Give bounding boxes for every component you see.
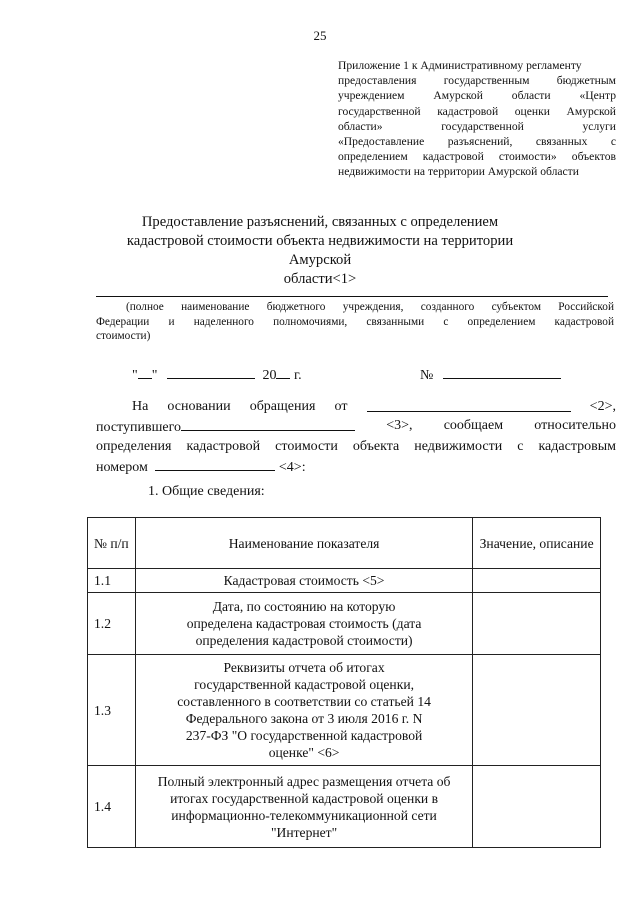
table-header-row — [88, 518, 601, 569]
row-name: Кадастровая стоимость <5> — [135, 569, 472, 593]
appendix-text: предоставления государственным бюджетным — [338, 74, 616, 88]
appendix-line — [338, 149, 616, 164]
row-number: 1.2 — [88, 593, 136, 655]
appendix-note — [338, 58, 616, 180]
title-line: кадастровой стоимости объекта недвижимости на территории Амурской — [126, 233, 514, 268]
caption-line: (полное наименование бюджетного учреждения, созданного субъектом Российской — [126, 301, 614, 313]
quote-open: " — [132, 368, 138, 383]
row-name: Полный электронный адрес размещения отчета об итогах государственной кадастровой оценки в информационно-телекоммуникационной сети "Интернет" — [135, 766, 472, 848]
paragraph-line: определения кадастровой стоимости объекта недвижимости с кадастровым — [96, 439, 616, 454]
appendix-line — [338, 119, 616, 134]
title-line: Предоставление разъяснений, связанных с определением — [141, 214, 499, 230]
row-value[interactable] — [473, 569, 601, 593]
day-field[interactable] — [138, 364, 152, 379]
paragraph-word: поступившего — [96, 420, 181, 435]
appendix-line — [338, 73, 616, 88]
document-number-field[interactable] — [443, 364, 561, 379]
date-line — [132, 364, 302, 384]
appendix-line — [338, 58, 616, 73]
paragraph-word: обращения — [249, 399, 316, 414]
document-title — [100, 213, 540, 289]
appendix-text: учреждением Амурской области «Центр — [338, 89, 616, 103]
table-row — [88, 593, 601, 655]
page-number: 25 — [313, 28, 327, 43]
paragraph-word: На — [132, 399, 149, 414]
year-suffix: г. — [290, 368, 302, 383]
row-name: Реквизиты отчета об итогах государственной кадастровой оценки, составленного в соответствии со статьей 14 Федерального закона от 3 июля 2016 г. N 237-ФЗ "О государственной кадастровой оценке" <6> — [135, 655, 472, 766]
title-line: области<1> — [283, 271, 357, 287]
header-cell-value: Значение, описание — [473, 518, 601, 569]
paragraph-line — [96, 416, 616, 437]
appendix-line — [338, 134, 616, 149]
footnote-ref: <4>: — [278, 460, 306, 475]
paragraph-word: сообщаем — [443, 418, 504, 433]
year-prefix: 20 — [262, 368, 277, 383]
body-paragraph — [96, 397, 616, 477]
cadastral-number-field[interactable] — [155, 456, 275, 471]
row-number: 1.3 — [88, 655, 136, 766]
paragraph-word: основании — [167, 399, 231, 414]
table-row — [88, 655, 601, 766]
caption-line: Федерации и наделенного полномочиями, связанными с определением кадастровой — [96, 315, 614, 328]
paragraph-word: от — [334, 399, 348, 414]
section-heading: 1. Общие сведения: — [148, 484, 265, 499]
header-cell-number: № п/п — [88, 518, 136, 569]
paragraph-word: номером — [96, 460, 148, 475]
general-info-table — [87, 517, 601, 848]
institution-caption — [96, 300, 614, 344]
appendix-text: Приложение 1 к Административному регламенту — [338, 59, 582, 72]
institution-name-line[interactable] — [96, 296, 608, 297]
received-field[interactable] — [181, 416, 355, 431]
appendix-text: области» государственной услуги — [338, 119, 616, 133]
quote-close: " — [151, 368, 158, 383]
row-value[interactable] — [473, 655, 601, 766]
month-field[interactable] — [167, 364, 255, 379]
appendix-text: определением кадастровой стоимости» объектов — [338, 150, 616, 164]
row-name: Дата, по состоянию на которую определена кадастровая стоимость (дата определения кадастровой стоимости) — [135, 593, 472, 655]
year-field[interactable] — [276, 364, 290, 379]
table-row — [88, 766, 601, 848]
appendix-line — [338, 104, 616, 119]
paragraph-word: относительно — [534, 418, 616, 433]
appendix-text: государственной кадастровой оценки Амурской — [338, 104, 616, 118]
table-row — [88, 569, 601, 593]
paragraph-line — [96, 456, 616, 477]
appendix-text: недвижимости на территории Амурской области — [338, 165, 579, 179]
applicant-field[interactable] — [367, 397, 571, 412]
footnote-ref: <2>, — [589, 399, 616, 414]
document-number-line — [420, 364, 561, 384]
paragraph-line — [96, 397, 616, 416]
footnote-ref: <3>, — [386, 418, 413, 433]
appendix-line — [338, 164, 616, 179]
row-number: 1.1 — [88, 569, 136, 593]
number-sign: № — [420, 368, 434, 383]
header-cell-name: Наименование показателя — [135, 518, 472, 569]
row-number: 1.4 — [88, 766, 136, 848]
appendix-line — [338, 88, 616, 103]
caption-line: стоимости) — [96, 330, 151, 343]
row-value[interactable] — [473, 593, 601, 655]
row-value[interactable] — [473, 766, 601, 848]
appendix-text: «Предоставление разъяснений, связанных с — [338, 135, 616, 149]
